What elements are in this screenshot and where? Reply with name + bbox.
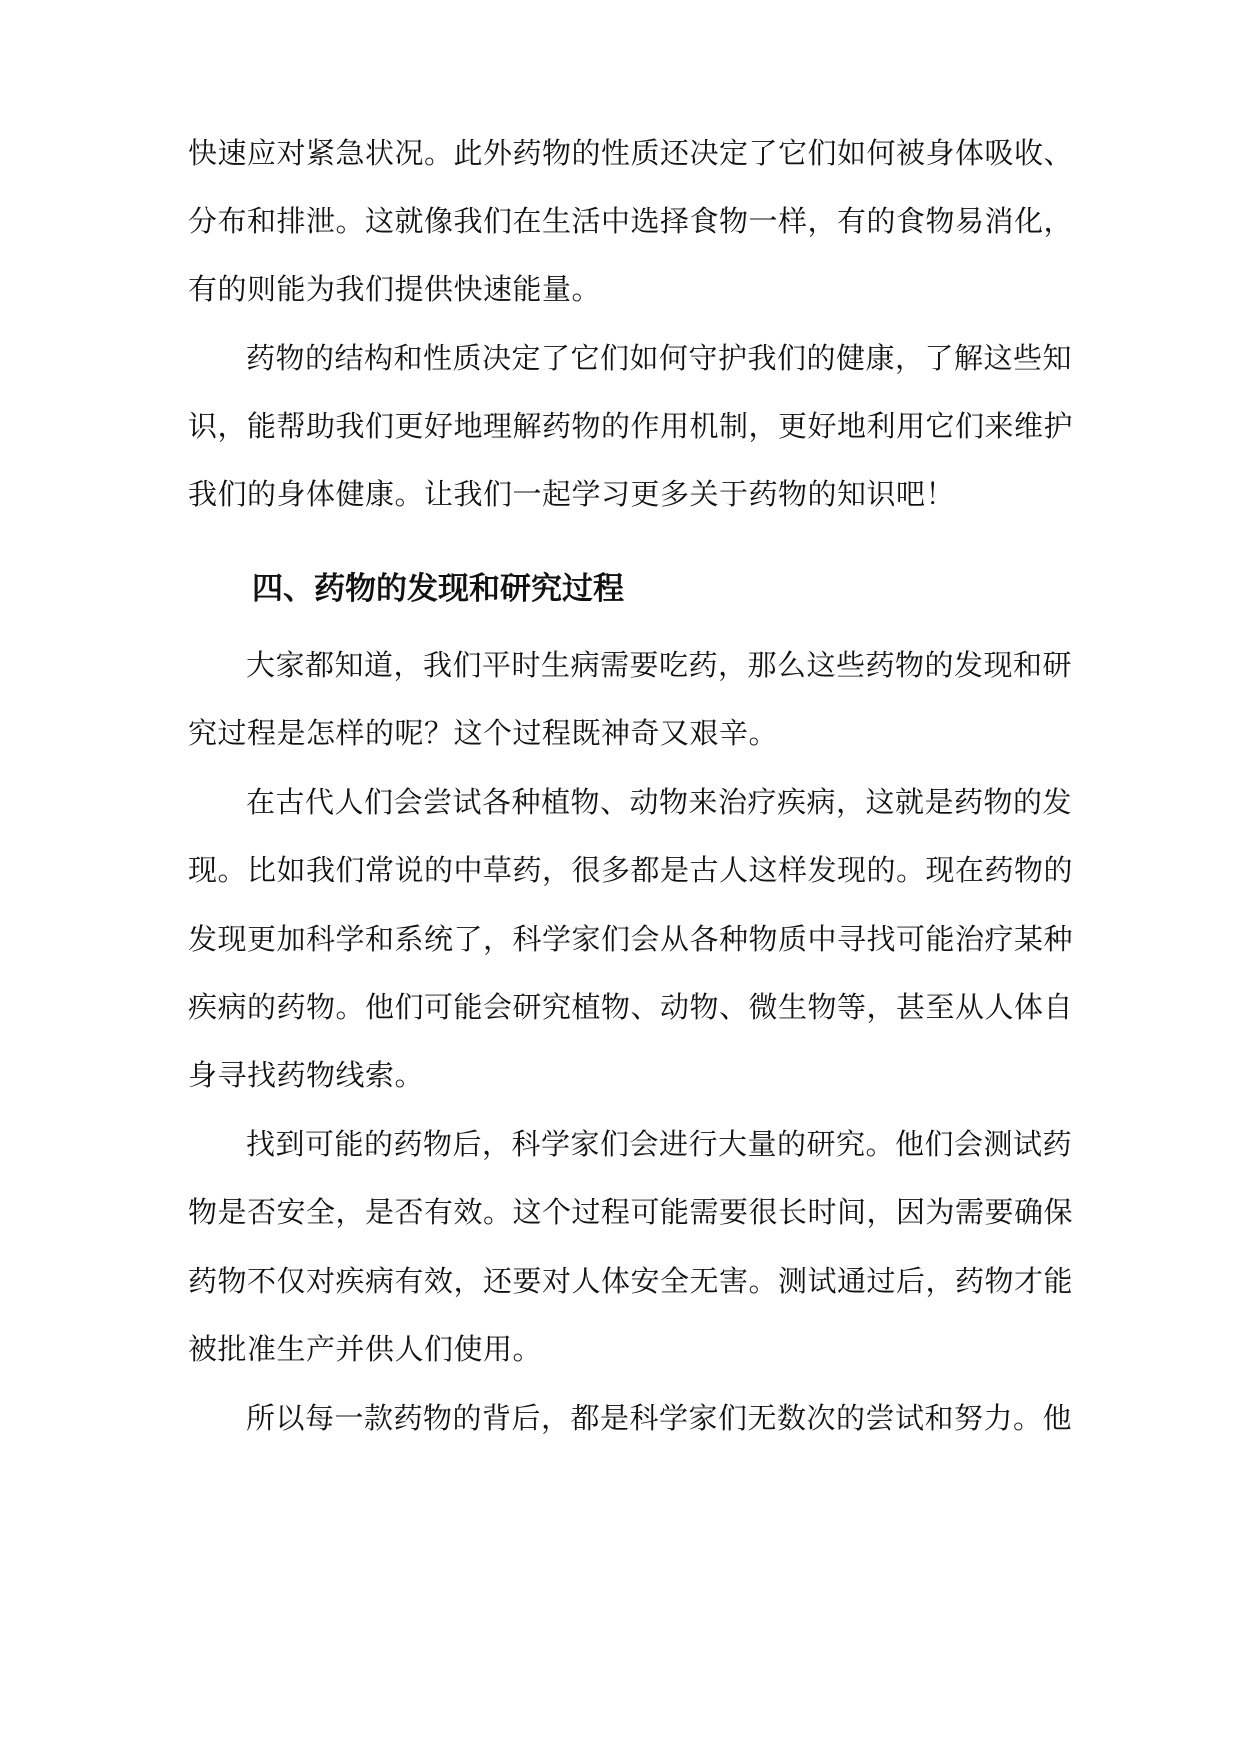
- text-line: 找到可能的药物后，科学家们会进行大量的研究。他们会测试药: [246, 1127, 1073, 1161]
- text-line: 在古代人们会尝试各种植物、动物来治疗疾病，这就是药物的发: [246, 785, 1073, 819]
- text-line: 发现更加科学和系统了，科学家们会从各种物质中寻找可能治疗某种: [188, 922, 1074, 956]
- text-line: 快速应对紧急状况。此外药物的性质还决定了它们如何被身体吸收、: [188, 136, 1074, 170]
- text-line: 被批准生产并供人们使用。: [188, 1332, 543, 1366]
- text-line: 现。比如我们常说的中草药，很多都是古人这样发现的。现在药物的: [188, 853, 1074, 887]
- text-line: 我们的身体健康。让我们一起学习更多关于药物的知识吧！: [188, 477, 956, 511]
- text-line: 药物不仅对疾病有效，还要对人体安全无害。测试通过后，药物才能: [188, 1264, 1074, 1298]
- text-line: 有的则能为我们提供快速能量。: [188, 272, 602, 306]
- section-heading: 四、药物的发现和研究过程: [252, 571, 624, 607]
- text-line: 药物的结构和性质决定了它们如何守护我们的健康，了解这些知: [246, 341, 1073, 375]
- text-line: 疾病的药物。他们可能会研究植物、动物、微生物等，甚至从人体自: [188, 990, 1074, 1024]
- text-line: 大家都知道，我们平时生病需要吃药，那么这些药物的发现和研: [246, 648, 1073, 682]
- text-line: 物是否安全，是否有效。这个过程可能需要很长时间，因为需要确保: [188, 1195, 1074, 1229]
- text-line: 究过程是怎样的呢？这个过程既神奇又艰辛。: [188, 716, 779, 750]
- text-line: 分布和排泄。这就像我们在生活中选择食物一样，有的食物易消化，: [188, 204, 1074, 238]
- text-line: 所以每一款药物的背后，都是科学家们无数次的尝试和努力。他: [246, 1401, 1073, 1435]
- text-line: 识，能帮助我们更好地理解药物的作用机制，更好地利用它们来维护: [188, 409, 1074, 443]
- text-line: 身寻找药物线索。: [188, 1058, 425, 1092]
